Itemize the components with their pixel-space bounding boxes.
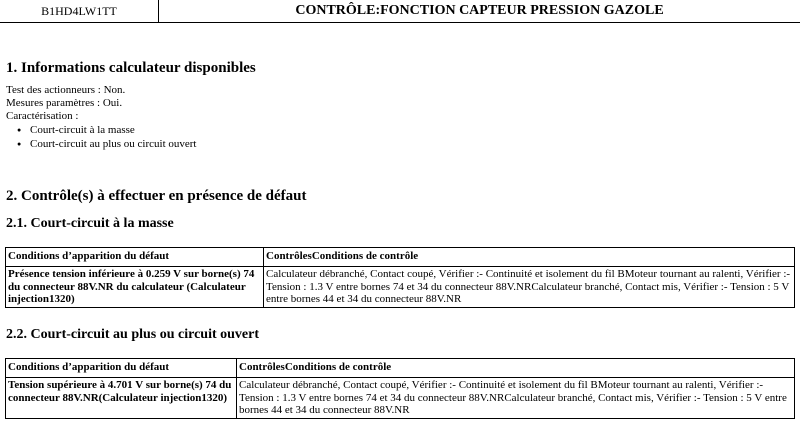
fault-controls: Calculateur débranché, Contact coupé, Vérifier :- Continuité et isolement du fil BMoteur tournant au ralenti, Vérifier :- Tension : 1.3 V entre bornes 74 et 34 du connecteur 88V.NRCalculateur branché, Contact mis, Vérifier :- Tension : 5 V entre bornes 44 et 34 du connecteur 88V.NR [264,267,795,308]
column-header-conditions: Conditions d’apparition du défaut [6,359,237,378]
fault-controls: Calculateur débranché, Contact coupé, Vérifier :- Continuité et isolement du fil BMoteur tournant au ralenti, Vérifier :- Tension : 1.3 V entre bornes 74 et 34 du connecteur 88V.NRCalculateur branché, Contact mis, Vérifier :- Tension : 5 V entre bornes 44 et 34 du connecteur 88V.NR [237,378,795,419]
fault-table-short-to-plus [5,358,795,419]
column-header-controls: ContrôlesConditions de contrôle [237,359,795,378]
fault-table-short-to-ground [5,247,795,308]
section-2-title: 2. Contrôle(s) à effectuer en présence de défaut [6,188,307,204]
bullet-short-to-plus-or-open: ● Court-circuit au plus ou circuit ouvert [30,138,196,151]
fault-condition: Présence tension inférieure à 0.259 V sur borne(s) 74 du connecteur 88V.NR du calculateur (Calculateur injection1320) [6,267,264,308]
bullet-short-to-ground: ● Court-circuit à la masse [30,124,135,137]
info-characterisation: Caractérisation : [6,110,79,122]
info-parameter-measures: Mesures paramètres : Oui. [6,97,123,109]
document-title: CONTRÔLE:FONCTION CAPTEUR PRESSION GAZOLE [295,3,664,18]
section-2-2-title: 2.2. Court-circuit au plus ou circuit ouvert [6,327,260,342]
document-code: B1HD4LW1TT [0,0,159,22]
document-header [0,0,800,23]
section-1-title: 1. Informations calculateur disponibles [6,60,256,76]
column-header-conditions: Conditions d’apparition du défaut [6,248,264,267]
section-2-1-title: 2.1. Court-circuit à la masse [6,216,174,231]
fault-condition: Tension supérieure à 4.701 V sur borne(s) 74 du connecteur 88V.NR(Calculateur injection1320) [6,378,237,419]
info-actuator-test: Test des actionneurs : Non. [6,84,126,96]
column-header-controls: ContrôlesConditions de contrôle [264,248,795,267]
